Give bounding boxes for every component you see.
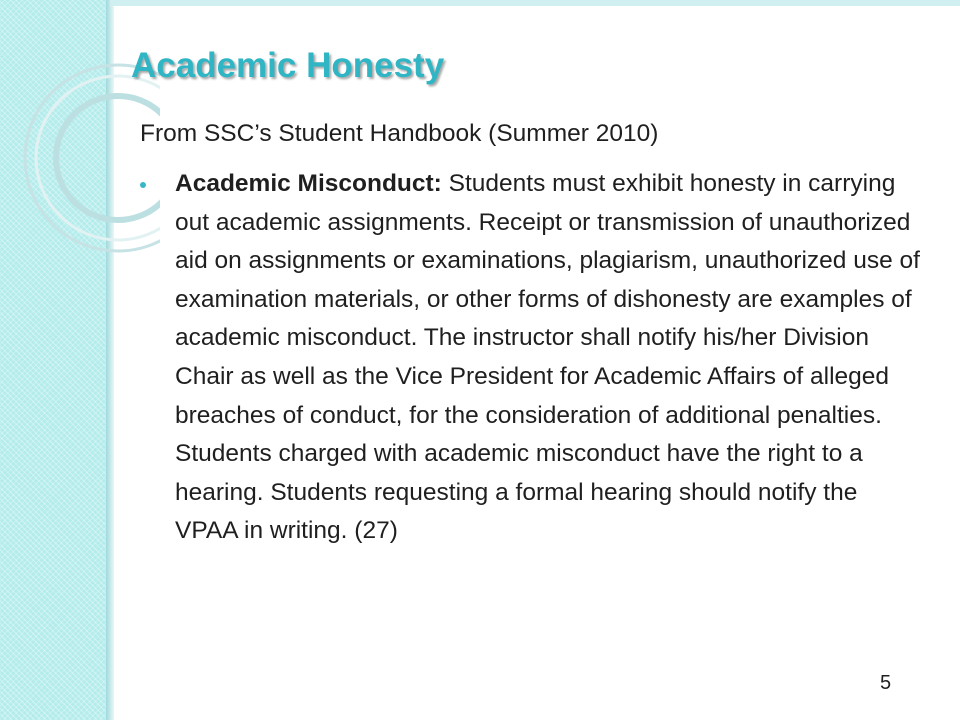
bullet-dot-icon	[140, 182, 146, 188]
slide-title: Academic Honesty	[131, 46, 445, 85]
bullet-item	[140, 165, 920, 551]
page-number: 5	[880, 672, 892, 694]
bullet-text	[175, 165, 920, 551]
top-decor-band	[110, 0, 960, 6]
slide-subtitle: From SSC’s Student Handbook (Summer 2010)	[140, 120, 659, 147]
bullet-body: Students must exhibit honesty in carrying out academic assignments. Receipt or transmission of unauthorized aid on assignments or examinations, plagiarism, unauthorized use of examination materials, or other forms of dishonesty are examples of academic misconduct. The instructor shall notify his/her Division Chair as well as the Vice President for Academic Affairs of alleged breaches of conduct, for the consideration of additional penalties. Students charged with academic misconduct have the right to a hearing. Students requesting a formal hearing should notify the VPAA in writing. (27)	[175, 170, 920, 545]
bullet-heading: Academic Misconduct:	[175, 170, 442, 197]
circle-decor-icon	[0, 0, 160, 300]
